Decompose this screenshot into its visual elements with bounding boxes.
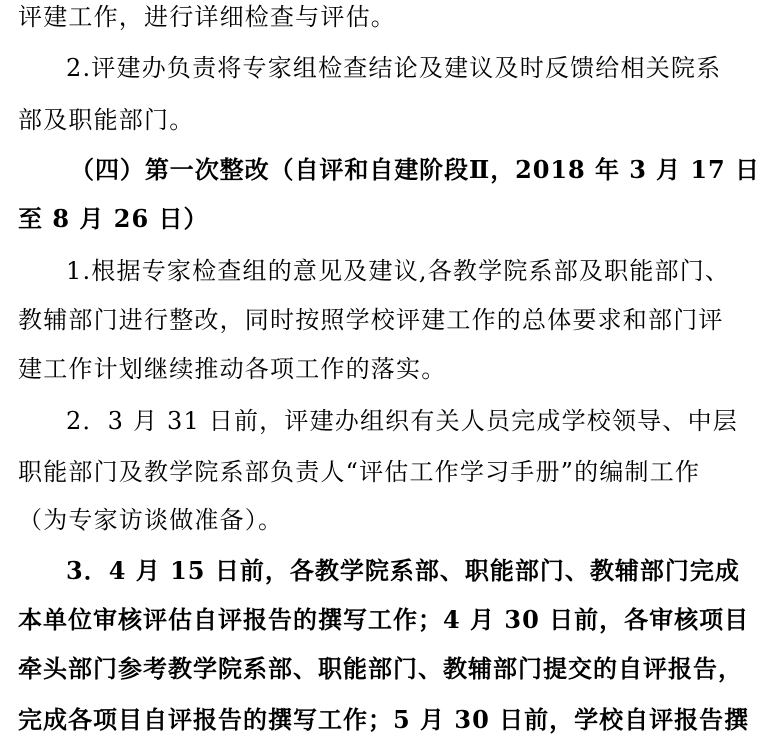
text-line: 2.评建办负责将专家组检查结论及建议及时反馈给相关院系	[66, 54, 722, 82]
text-line: （为专家访谈做准备）。	[18, 506, 284, 534]
text-line: 评建工作，进行详细检查与评估。	[18, 3, 396, 31]
text-line-bold: 完成各项目自评报告的撰写工作；5 月 30 日前，学校自评报告撰	[18, 705, 750, 734]
text-line: 教辅部门进行整改，同时按照学校评建工作的总体要求和部门评	[18, 306, 724, 334]
text-line-bold: 3．4 月 15 日前，各教学院系部、职能部门、教辅部门完成	[66, 556, 740, 585]
text-line-bold: 本单位审核评估自评报告的撰写工作；4 月 30 日前，各审核项目	[18, 605, 750, 634]
text-line-bold: 牵头部门参考教学院系部、职能部门、教辅部门提交的自评报告，	[18, 654, 743, 683]
section-heading-continued: 至 8 月 26 日）	[18, 204, 209, 233]
text-line: 职能部门及教学院系部负责人“评估工作学习手册”的编制工作	[18, 458, 701, 486]
text-line: 1.根据专家检查组的意见及建议,各教学院系部及职能部门、	[66, 257, 731, 285]
text-line: 建工作计划继续推动各项工作的落实。	[18, 355, 447, 383]
text-line: 2．3 月 31 日前，评建办组织有关人员完成学校领导、中层	[66, 407, 738, 435]
section-heading: （四）第一次整改（自评和自建阶段Ⅱ，2018 年 3 月 17 日	[70, 155, 760, 184]
text-line: 部及职能部门。	[18, 106, 195, 134]
